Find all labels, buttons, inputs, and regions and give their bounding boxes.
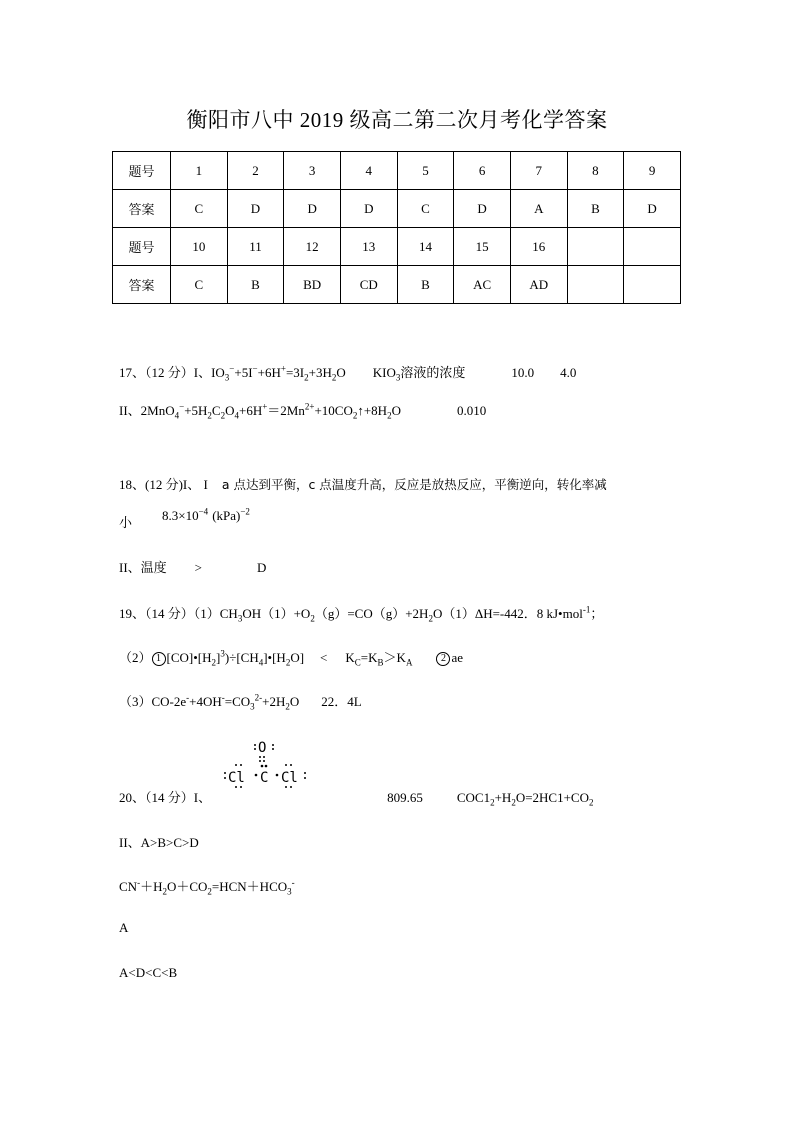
table-cell: 13 xyxy=(340,228,397,266)
table-cell xyxy=(567,266,624,304)
q19-l1: 19、（14 分）（1）CH xyxy=(119,606,238,621)
table-cell: 3 xyxy=(284,152,341,190)
q18-cont: 小 xyxy=(119,515,133,530)
table-cell: 16 xyxy=(510,228,567,266)
table-row-header: 答案 xyxy=(113,266,171,304)
q20-l3-head: CN xyxy=(119,879,138,894)
table-cell xyxy=(624,266,681,304)
q17-head: 17、（12 分）I、IO xyxy=(119,365,225,380)
table-cell: CD xyxy=(340,266,397,304)
q20-line3: $CN^-+H_2O+CO_2=HCN+HCO_3^-$ xyxy=(119,877,295,897)
table-cell: 1 xyxy=(171,152,228,190)
table-cell: C xyxy=(171,190,228,228)
circled-2-icon: 2 xyxy=(436,652,450,666)
q19-l2-head: （2） xyxy=(119,650,152,665)
q19-lt: < xyxy=(320,650,328,665)
q19-ae: ae xyxy=(451,650,463,665)
lewis-oxygen: O xyxy=(258,740,267,756)
q17-value-1: 10.0 xyxy=(511,365,535,380)
q18-kp-unit: (kPa) xyxy=(212,508,241,523)
table-cell: B xyxy=(397,266,454,304)
q20-line5: A<D<C<B xyxy=(119,965,178,980)
table-cell: 8 xyxy=(567,152,624,190)
q17-kio3: KIO xyxy=(372,365,396,380)
q20-line1: 20、（14 分）I、 809.65 $COC1_2+H_2O=2HC1+CO_2$ xyxy=(119,790,594,808)
table-row xyxy=(113,190,681,228)
table-cell: 15 xyxy=(454,228,511,266)
lewis-chlorine-left: Cl xyxy=(228,770,245,786)
table-cell: D xyxy=(454,190,511,228)
table-cell: 10 xyxy=(171,228,228,266)
table-cell: 12 xyxy=(284,228,341,266)
table-cell: BD xyxy=(284,266,341,304)
q20-line4: A xyxy=(119,920,129,935)
q18-text: a 点达到平衡，c 点温度升高，反应是放热反应，平衡逆向，转化率减 xyxy=(221,477,607,492)
q17-l2-head: II、2MnO xyxy=(119,403,175,418)
table-row xyxy=(113,266,681,304)
q20-line2: II、A>B>C>D xyxy=(119,835,199,850)
cocl2-lewis-structure xyxy=(222,735,308,795)
table-cell: D xyxy=(284,190,341,228)
table-cell: 6 xyxy=(454,152,511,190)
q19-line3: $(3)CO-2e^-+4OH^-=CO_3^{2-}+2H_2O$ 22．4L xyxy=(119,692,362,712)
q20-eq-tail: +H xyxy=(494,790,512,805)
q17-line1: 17、（12 分）I、$IO_3^-+5I^-+6H^+=3I_2+3H_2O$ $KIO_3$溶液的浓度 10.0 4.0 xyxy=(119,363,577,383)
q20-head: 20、（14 分）I、 xyxy=(119,790,212,805)
table-cell xyxy=(567,228,624,266)
table-row-header: 答案 xyxy=(113,190,171,228)
table-cell: 7 xyxy=(510,152,567,190)
answer-table xyxy=(112,151,681,304)
table-cell: 5 xyxy=(397,152,454,190)
table-row xyxy=(113,152,681,190)
q17-l2-value: 0.010 xyxy=(456,403,487,418)
table-cell: 9 xyxy=(624,152,681,190)
q18-line3 xyxy=(119,557,266,576)
q19-dh: ΔH=-442．8 kJ•mol xyxy=(474,606,583,621)
q18-line1 xyxy=(119,474,607,493)
table-cell: A xyxy=(510,190,567,228)
q20-eq: COC1 xyxy=(456,790,491,805)
table-cell: B xyxy=(567,190,624,228)
q19-ratio: [CO]•[H xyxy=(166,650,212,665)
table-cell: AD xyxy=(510,266,567,304)
table-cell: AC xyxy=(454,266,511,304)
q18-head: 18、(12 分)I、 I xyxy=(119,477,208,492)
table-row-header: 题号 xyxy=(113,228,171,266)
q17-value-2: 4.0 xyxy=(560,365,577,380)
table-cell: 11 xyxy=(227,228,284,266)
circled-1-icon: 1 xyxy=(152,652,166,666)
q18-kp: 8.3×10 xyxy=(162,508,199,523)
table-cell xyxy=(624,228,681,266)
q18-kp-unit-exp: −2 xyxy=(240,506,250,517)
table-cell: C xyxy=(397,190,454,228)
q19-l3-head: （3）CO-2e xyxy=(119,694,187,709)
q17-kio3-text: 溶液的浓度 xyxy=(400,365,466,380)
page-title: 衡阳市八中 2019 级高二第二次月考化学答案 xyxy=(186,108,608,132)
q18-kp-exp: −4 xyxy=(198,506,209,517)
q17-line2: II、$2MnO_4^-+5H_2C_2O_4+6H^+=2Mn^{2+}+10CO_2↑+8H_2O$ 0.010 xyxy=(119,401,487,421)
q18-l2: II、温度 xyxy=(119,560,167,575)
table-cell: 2 xyxy=(227,152,284,190)
q17-eq-tail: +3H xyxy=(308,365,332,380)
q19-volume: 22．4L xyxy=(321,694,362,709)
lewis-chlorine-right: Cl xyxy=(281,770,298,786)
table-cell: D xyxy=(227,190,284,228)
table-cell: 4 xyxy=(340,152,397,190)
q19-line1: 19、（14 分）$(1)CH_3OH(1)+O_2(g)=CO(g)+2H_2O(1)\Delta H=-442$．8 kJ•mol$^{-1}$； xyxy=(119,604,604,624)
lewis-carbon: C xyxy=(260,770,269,786)
q19-k: K xyxy=(345,650,355,665)
table-row xyxy=(113,228,681,266)
table-cell: 14 xyxy=(397,228,454,266)
table-cell: D xyxy=(624,190,681,228)
table-row-header: 题号 xyxy=(113,152,171,190)
q20-value: 809.65 xyxy=(387,790,423,805)
q18-line2 xyxy=(119,505,250,530)
q19-line2: （2） 1 $[CO]•[H_2]^3)\div[CH_4]•[H_2O] < K_C=K_B>K_A$ 2 ae xyxy=(119,648,463,668)
table-cell: D xyxy=(340,190,397,228)
q18-answer: D xyxy=(257,560,267,575)
table-cell: B xyxy=(227,266,284,304)
table-cell: C xyxy=(171,266,228,304)
q18-gt: > xyxy=(194,560,203,575)
